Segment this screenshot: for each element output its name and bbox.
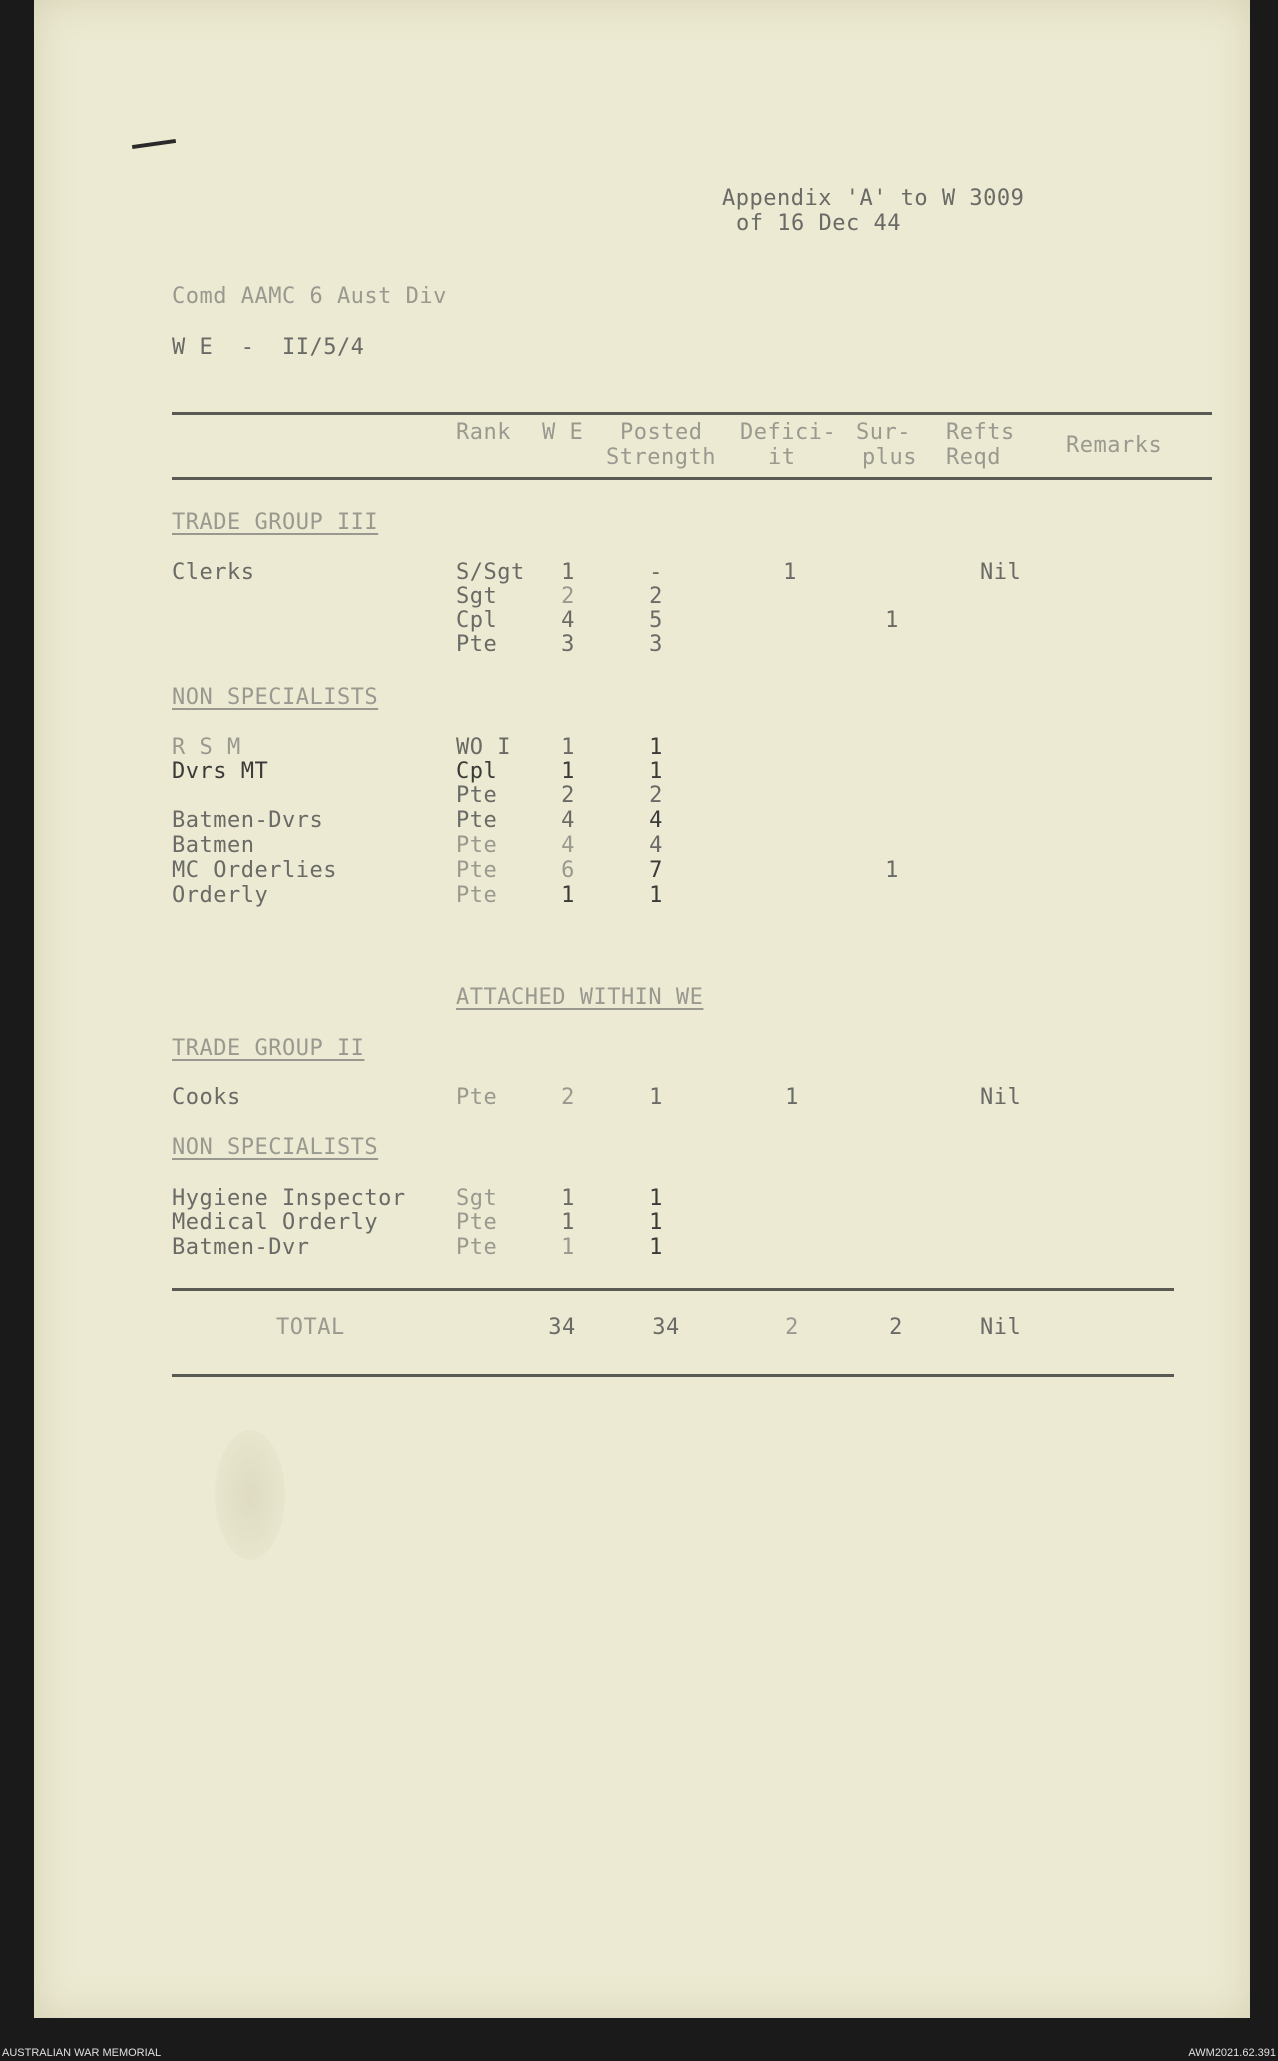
row-refts: Nil xyxy=(980,1085,1022,1110)
section-trade-group-iii: TRADE GROUP III xyxy=(172,510,379,535)
col-remarks: Remarks xyxy=(1066,433,1163,458)
section-non-specialists-2: NON SPECIALISTS xyxy=(172,1135,379,1160)
row-we: 2 xyxy=(561,1085,575,1110)
row-posted: 2 xyxy=(649,584,663,609)
col-posted-2: Strength xyxy=(606,445,716,470)
row-rank: Pte xyxy=(456,858,498,883)
row-we: 1 xyxy=(561,1186,575,1211)
row-name: R S M xyxy=(172,735,241,760)
row-rank: Pte xyxy=(456,808,498,833)
appendix-line-2: of 16 Dec 44 xyxy=(736,211,901,236)
rule-header-bottom xyxy=(172,477,1212,480)
section-trade-group-ii: TRADE GROUP II xyxy=(172,1036,365,1061)
col-refts-1: Refts xyxy=(946,420,1015,445)
row-we: 6 xyxy=(561,858,575,883)
row-name: Dvrs MT xyxy=(172,759,269,784)
row-rank: Cpl xyxy=(456,759,498,784)
total-deficit: 2 xyxy=(785,1315,799,1340)
smudge xyxy=(215,1430,285,1560)
row-posted: 4 xyxy=(649,833,663,858)
section-non-specialists-1: NON SPECIALISTS xyxy=(172,685,379,710)
row-posted: 1 xyxy=(649,1186,663,1211)
row-name: Medical Orderly xyxy=(172,1210,379,1235)
row-posted: 7 xyxy=(649,858,663,883)
row-name: Clerks xyxy=(172,560,255,585)
total-surplus: 2 xyxy=(889,1315,903,1340)
row-we: 1 xyxy=(561,759,575,784)
row-rank: Cpl xyxy=(456,608,498,633)
row-rank: WO I xyxy=(456,735,511,760)
col-surplus-1: Sur- xyxy=(856,420,911,445)
col-refts-2: Reqd xyxy=(946,445,1001,470)
row-rank: Pte xyxy=(456,783,498,808)
row-name: Cooks xyxy=(172,1085,241,1110)
unit-title: Comd AAMC 6 Aust Div xyxy=(172,284,447,309)
row-rank: Pte xyxy=(456,1085,498,1110)
row-rank: Sgt xyxy=(456,1186,498,1211)
row-posted: 1 xyxy=(649,735,663,760)
row-name: Orderly xyxy=(172,883,269,908)
row-rank: S/Sgt xyxy=(456,560,525,585)
row-we: 1 xyxy=(561,883,575,908)
col-posted-1: Posted xyxy=(620,420,703,445)
rule-total-top xyxy=(172,1288,1174,1291)
we-reference: W E - II/5/4 xyxy=(172,335,365,360)
row-we: 1 xyxy=(561,560,575,585)
col-we: W E xyxy=(542,420,584,445)
row-rank: Pte xyxy=(456,833,498,858)
row-we: 1 xyxy=(561,1210,575,1235)
row-deficit: 1 xyxy=(785,1085,799,1110)
row-posted: 1 xyxy=(649,1235,663,1260)
row-posted: 4 xyxy=(649,808,663,833)
row-we: 1 xyxy=(561,735,575,760)
row-rank: Pte xyxy=(456,632,498,657)
row-refts: Nil xyxy=(980,560,1022,585)
total-refts: Nil xyxy=(980,1315,1022,1340)
rule-total-bottom xyxy=(172,1374,1174,1377)
row-we: 1 xyxy=(561,1235,575,1260)
appendix-line-1: Appendix 'A' to W 3009 xyxy=(722,186,1025,211)
row-rank: Sgt xyxy=(456,584,498,609)
row-name: Batmen xyxy=(172,833,255,858)
col-deficit-2: it xyxy=(768,445,796,470)
row-posted: 1 xyxy=(649,1210,663,1235)
row-name: Hygiene Inspector xyxy=(172,1186,406,1211)
row-posted: 3 xyxy=(649,632,663,657)
row-deficit: 1 xyxy=(783,560,797,585)
row-surplus: 1 xyxy=(885,858,899,883)
row-rank: Pte xyxy=(456,883,498,908)
row-posted: 1 xyxy=(649,883,663,908)
row-we: 2 xyxy=(561,584,575,609)
section-attached-within-we: ATTACHED WITHIN WE xyxy=(456,985,704,1010)
footer-credit: AUSTRALIAN WAR MEMORIAL xyxy=(2,2047,162,2059)
row-rank: Pte xyxy=(456,1210,498,1235)
row-posted: 1 xyxy=(649,759,663,784)
row-rank: Pte xyxy=(456,1235,498,1260)
col-deficit-1: Defici- xyxy=(740,420,837,445)
row-posted: 5 xyxy=(649,608,663,633)
col-rank: Rank xyxy=(456,420,511,445)
row-surplus: 1 xyxy=(885,608,899,633)
row-name: MC Orderlies xyxy=(172,858,337,883)
row-posted: 2 xyxy=(649,783,663,808)
total-posted: 34 xyxy=(652,1315,680,1340)
row-name: Batmen-Dvrs xyxy=(172,808,324,833)
row-posted: 1 xyxy=(649,1085,663,1110)
row-posted: - xyxy=(649,560,663,585)
col-surplus-2: plus xyxy=(862,445,917,470)
row-we: 2 xyxy=(561,783,575,808)
rule-top xyxy=(172,412,1212,415)
row-name: Batmen-Dvr xyxy=(172,1235,310,1260)
row-we: 4 xyxy=(561,608,575,633)
row-we: 4 xyxy=(561,808,575,833)
row-we: 3 xyxy=(561,632,575,657)
footer-accession: AWM2021.62.391 xyxy=(1188,2047,1276,2059)
total-label: TOTAL xyxy=(276,1315,345,1340)
total-we: 34 xyxy=(548,1315,576,1340)
row-we: 4 xyxy=(561,833,575,858)
